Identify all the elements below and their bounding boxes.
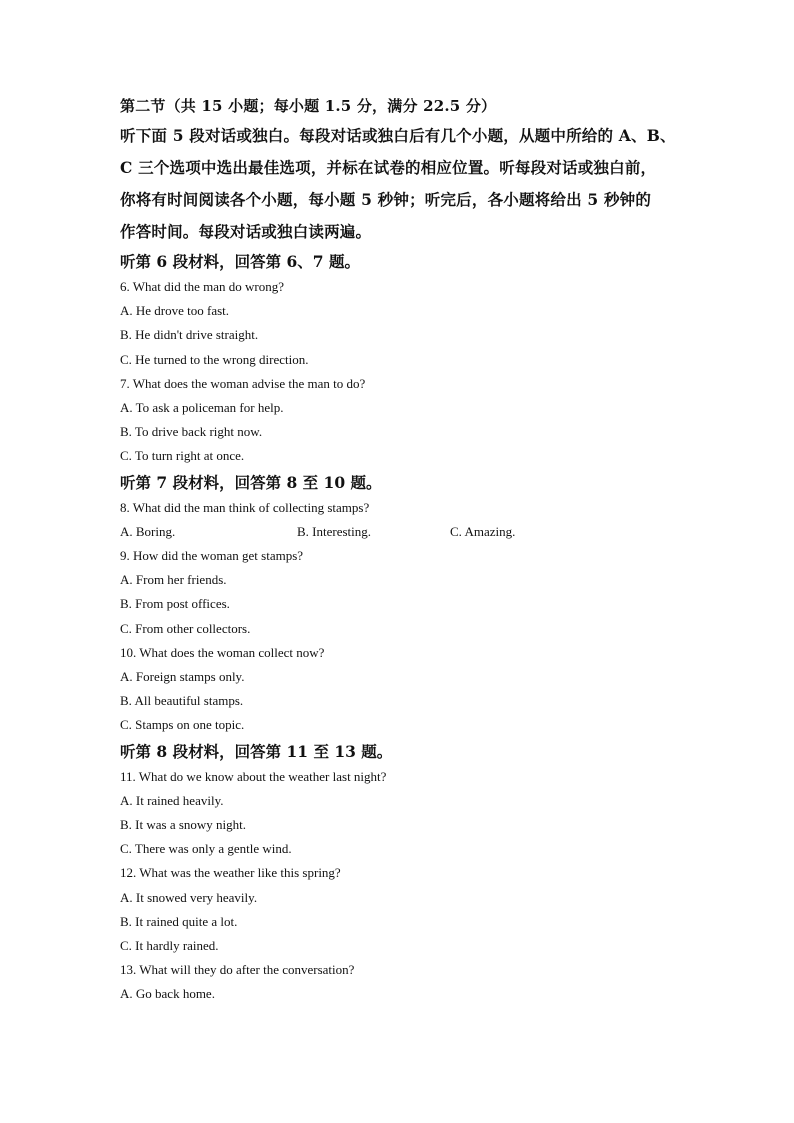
- answer-option: C. It hardly rained.: [120, 938, 219, 954]
- material-heading: 听第 7 段材料，回答第 8 至 10 题。: [120, 472, 382, 492]
- exam-page: [120, 92, 680, 1007]
- answer-option: A. He drove too fast.: [120, 303, 230, 319]
- material-heading: 听第 6 段材料，回答第 6、7 题。: [120, 252, 360, 271]
- question-stem: 11. What do we know about the weather last night?: [120, 768, 387, 784]
- answer-option: B. From post offices.: [120, 596, 230, 612]
- answer-option: A. To ask a policeman for help.: [120, 400, 284, 416]
- instruction-line: 听下面 5 段对话或独白。每段对话或独白后有几个小题，从题中所给的 A、B、: [120, 126, 676, 145]
- answer-option: B. It rained quite a lot.: [120, 913, 238, 929]
- answer-option: C. To turn right at once.: [120, 448, 245, 464]
- instruction-line: 作答时间。每段对话或独白读两遍。: [120, 222, 372, 241]
- instruction-line: C 三个选项中选出最佳选项，并标在试卷的相应位置。听每段对话或独白前，: [120, 158, 657, 177]
- answer-option: B. Interesting.: [297, 523, 372, 539]
- section-title: 第二节（共 15 小题；每小题 1.5 分，满分 22.5 分）: [120, 97, 497, 115]
- answer-option: A. It snowed very heavily.: [120, 889, 258, 905]
- answer-option: C. Stamps on one topic.: [120, 717, 245, 733]
- material-heading: 听第 8 段材料，回答第 11 至 13 题。: [120, 741, 393, 761]
- answer-option: B. It was a snowy night.: [120, 817, 247, 833]
- question-stem: 9. How did the woman get stamps?: [120, 548, 304, 564]
- answer-option: A. From her friends.: [120, 572, 227, 588]
- instruction-line: 你将有时间阅读各个小题，每小题 5 秒钟；听完后，各小题将给出 5 秒钟的: [120, 190, 652, 209]
- answer-option: A. Boring.: [120, 523, 176, 539]
- question-stem: 6. What did the man do wrong?: [120, 279, 285, 294]
- answer-option: A. Foreign stamps only.: [120, 669, 245, 685]
- answer-option: C. He turned to the wrong direction.: [120, 351, 309, 367]
- answer-option: A. Go back home.: [120, 986, 215, 1002]
- answer-option: B. To drive back right now.: [120, 424, 263, 440]
- question-stem: 13. What will they do after the conversation?: [120, 962, 355, 978]
- question-stem: 7. What does the woman advise the man to do?: [120, 375, 366, 391]
- question-stem: 8. What did the man think of collecting stamps?: [120, 499, 370, 515]
- question-stem: 10. What does the woman collect now?: [120, 644, 325, 660]
- answer-option: A. It rained heavily.: [120, 792, 224, 808]
- section-instructions: [120, 120, 680, 248]
- question-stem: 12. What was the weather like this spring?: [120, 865, 341, 881]
- answer-option: B. He didn't drive straight.: [120, 327, 259, 343]
- answer-option: B. All beautiful stamps.: [120, 693, 244, 709]
- answer-option: C. From other collectors.: [120, 620, 251, 636]
- answer-option: C. Amazing.: [450, 523, 516, 539]
- answer-option: C. There was only a gentle wind.: [120, 841, 292, 857]
- answer-options-row: [120, 520, 680, 544]
